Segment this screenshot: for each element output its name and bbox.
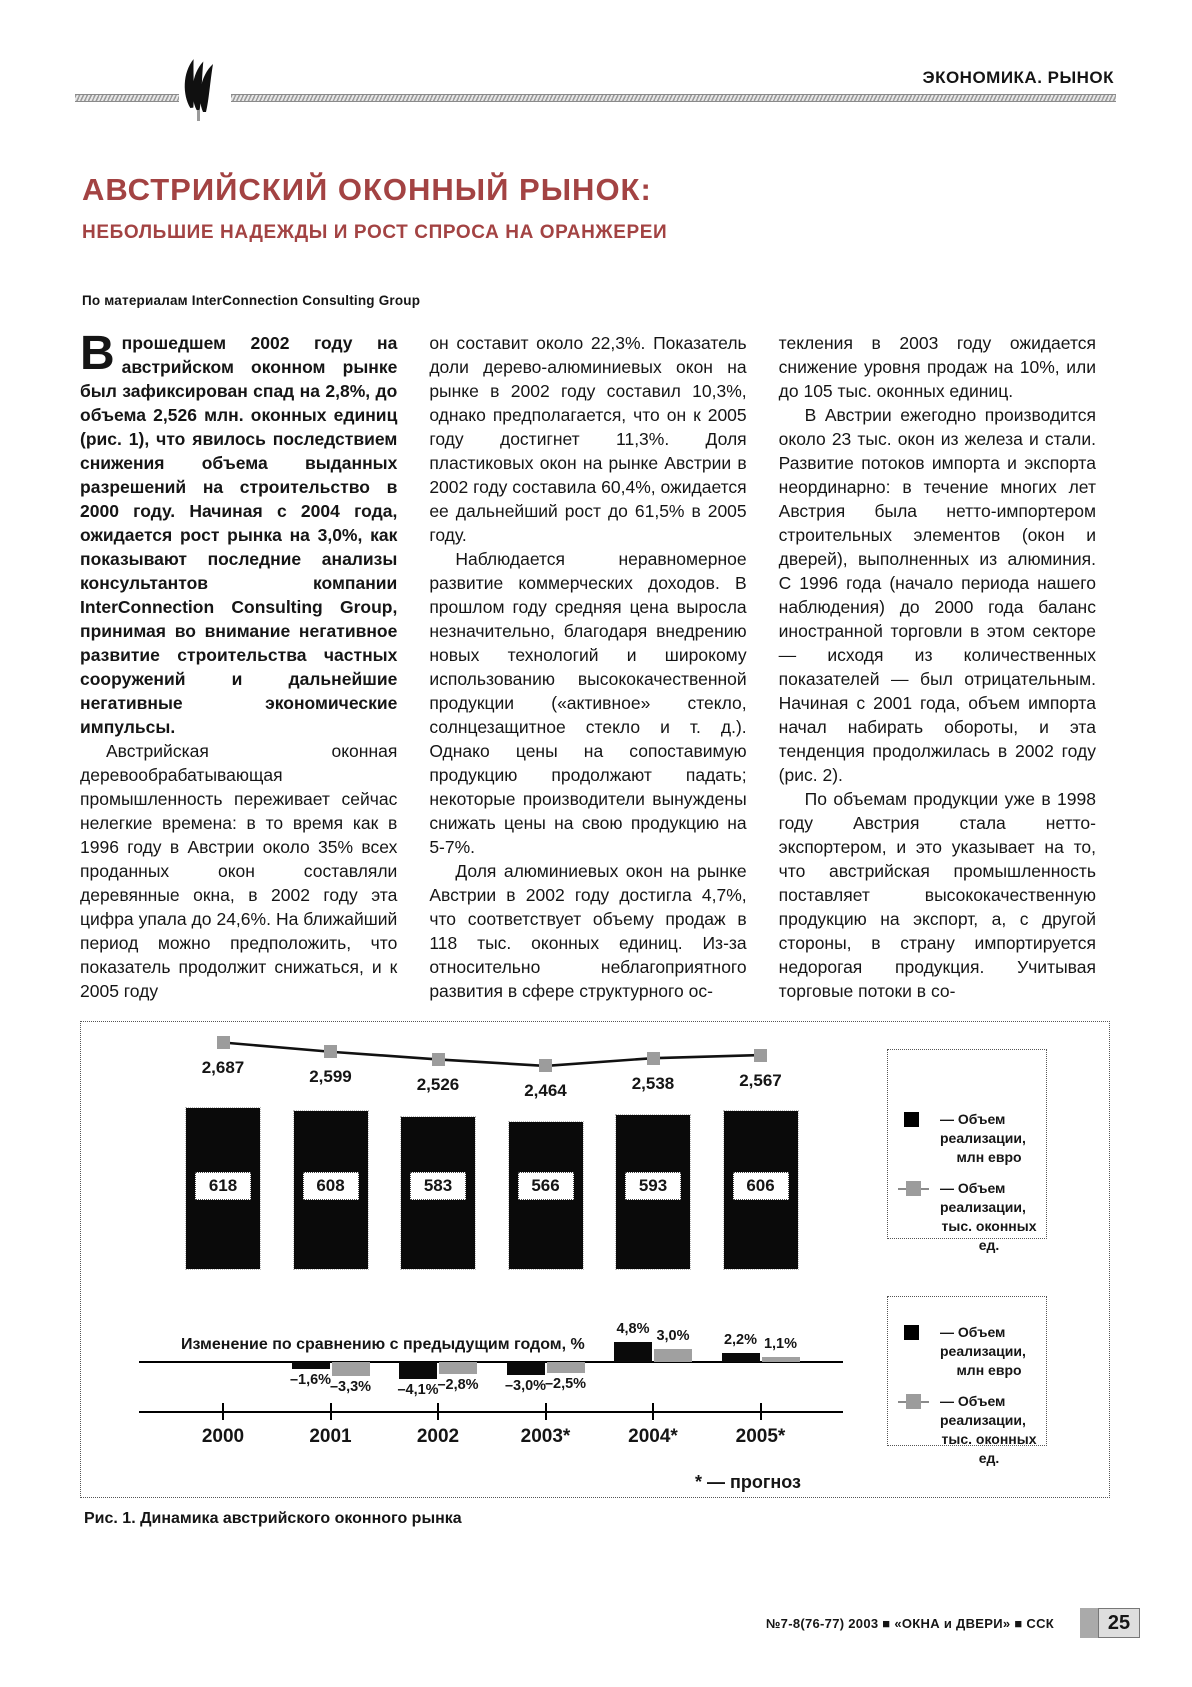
x-axis-label: 2001 [309,1426,352,1447]
bar-value-label: 566 [518,1172,574,1200]
line-value-label: 2,567 [739,1070,782,1090]
section-label: ЭКОНОМИКА. РЫНОК [922,68,1114,87]
legend-entry-bars [898,1110,1038,1167]
paragraph: он составит около 22,3%. Показатель доли дерево-алюминиевых окон на рынке в 2002 году составил 10,3%, однако предполагается, что он к 2005 году достигнет 11,3%. Доля пластиковых окон на рынке Австрии в 2002 году составила 60,4%, ожидается ее дальнейший рост до 61,5% в 2005 году. [429,333,747,545]
change-value-label: –3,3% [329,1378,372,1395]
x-axis-label: 2002 [416,1426,460,1447]
footer-issue: №7-8(76-77) 2003 ■ «ОКНА и ДВЕРИ» ■ ССК [765,1615,1054,1631]
header-rule-left [75,94,179,102]
x-axis-label: 2000 [201,1426,245,1447]
lead-paragraph [80,327,398,739]
change-value-label: –1,6% [289,1371,332,1388]
legend-line1: — Объем реализации, [940,1324,1026,1359]
dropcap: В [80,327,115,380]
column-2 [429,331,746,1003]
change-value-label: 4,8% [616,1320,650,1337]
bar-value-label: 618 [195,1172,251,1200]
legend-box-top [887,1049,1047,1253]
bar-value-label: 606 [733,1172,789,1200]
line-marker [217,1036,230,1049]
legend-line2: тыс. оконных ед. [941,1431,1037,1466]
black-square-icon [898,1323,934,1342]
legend-entry-bars [898,1323,1038,1380]
column-1 [80,327,398,1003]
chart-footnote: * — прогноз [695,1472,801,1492]
line-marker [647,1052,660,1065]
line-marker [754,1049,767,1062]
legend-line2: млн евро [956,1362,1022,1378]
legend-label [940,1110,1038,1167]
article-body [80,327,1096,1003]
figure-caption: Рис. 1. Динамика австрийского оконного рынка [84,1510,462,1527]
change-bar [654,1349,692,1362]
legend-line2: тыс. оконных ед. [941,1218,1037,1253]
page-number: 25 [1098,1608,1140,1638]
change-bar [722,1353,760,1362]
line-value-label: 2,599 [309,1067,352,1087]
change-bar [507,1362,545,1375]
paragraph: По объемам продукции уже в 1998 году Австрия стала нетто-экспортером, и это указывает на то, что австрийская промышленность поставляет высококачественную продукцию на экспорт, а, с другой стороны, в страну импортируется недорогая продукция. Учитывая торговые потоки в со- [778,789,1096,1001]
page-footer [0,1608,1140,1638]
change-value-label: –2,5% [544,1375,587,1392]
change-bar [292,1362,330,1369]
line-value-label: 2,538 [631,1073,675,1093]
axis-tick [652,1403,654,1420]
legend-line2: млн евро [956,1149,1022,1165]
legend-line1: — Объем реализации, [940,1180,1026,1215]
line-value-label: 2,464 [524,1081,567,1101]
lead-text: прошедшем 2002 году на австрийском оконном рынке был зафиксирован спад на 2,8%, до объема 2,526 млн. оконных единиц (рис. 1), что явилось последствием снижения объема выданных разрешений на строительство в 2000 году. Начиная с 2004 года, ожидается рост рынка на 3,0%, как показывают последние анализы консультантов компании InterConnection Consulting Group, принимая во внимание негативное развитие строительства частных сооружений и дальнейшие негативные экономические импульсы. [80,333,398,737]
change-bar [547,1362,585,1373]
black-square-icon [898,1110,934,1129]
legend-line1: — Объем реализации, [940,1111,1026,1146]
change-chart-title: Изменение по сравнению с предыдущим годом, % [181,1336,585,1353]
article-subtitle: НЕБОЛЬШИЕ НАДЕЖДЫ И РОСТ СПРОСА НА ОРАНЖЕРЕИ [82,222,668,243]
change-bar [332,1362,370,1376]
paragraph: Доля алюминиевых окон на рынке Австрии в 2002 году достигла 4,7%, что соответствует объему продаж в 118 тыс. оконных единиц. Из-за относительно неблагоприятного развития в сфере структурного ос- [429,861,747,1001]
page-number-shadow [1080,1608,1098,1638]
article-title: АВСТРИЙСКИЙ ОКОННЫЙ РЫНОК: [82,172,652,207]
change-value-label: 2,2% [723,1331,758,1348]
line-marker [324,1045,337,1058]
publisher-logo [175,58,221,127]
line-marker [539,1059,552,1072]
x-axis-label: 2004* [628,1426,678,1447]
bar-value-label: 593 [625,1172,681,1200]
bar-value-label: 583 [410,1172,466,1200]
gray-line-marker-icon [898,1392,934,1411]
change-bar [762,1357,800,1362]
line-value-label: 2,526 [416,1074,460,1094]
change-bar [439,1362,477,1374]
leaves-logo-icon [175,58,221,122]
legend-box-bottom [887,1296,1047,1466]
column-3 [779,331,1096,1003]
change-value-label: –2,8% [437,1376,479,1393]
page-number-box [1080,1608,1140,1638]
legend-line1: — Объем реализации, [940,1393,1026,1428]
gray-line-marker-icon [898,1179,934,1198]
figure-chart [80,1021,1110,1498]
paragraph: Наблюдается неравномерное развитие коммерческих доходов. В прошлом году средняя цена выросла незначительно, благодаря внедрению новых технологий и широкому использованию высококачественной продукции («активное» стекло, солнцезащитное стекло и т. д.). Однако цены на сопоставимую продукцию продолжают падать; некоторые производители вынуждены снижать цены на свою продукцию на 5-7%. [429,549,747,857]
axis-tick [437,1403,439,1420]
x-axis-line [139,1411,843,1413]
change-value-label: 1,1% [763,1336,798,1353]
axis-tick [545,1403,547,1420]
paragraph: В Австрии ежегодно производится около 23 тыс. окон из железа и стали. Развитие потоков импорта и экспорта неординарно: в течение многих лет Австрия была нетто-импортером строительных элементов (окон и дверей), выполненных из алюминия. С 1996 года (начало периода нашего наблюдения) до 2000 года баланс иностранной торговли в этом секторе — исходя из количественных показателей — был отрицательным. Начиная с 2001 года, объем импорта начал набирать обороты, и эта тенденция продолжилась в 2002 году (рис. 2). [778,405,1096,785]
bar-value-label: 608 [303,1172,359,1200]
legend-entry-line [898,1179,1038,1255]
axis-tick [222,1403,224,1420]
x-axis-label: 2003* [520,1426,571,1447]
legend-label [940,1323,1038,1380]
change-value-label: –4,1% [397,1382,439,1399]
x-axis-label: 2005* [735,1426,786,1447]
legend-label [940,1179,1038,1255]
change-value-label: 3,0% [656,1328,690,1345]
legend-label [940,1392,1038,1468]
line-marker [432,1053,445,1066]
header-rule-right [231,94,1116,102]
change-value-label: –3,0% [504,1377,547,1394]
paragraph: текления в 2003 году ожидается снижение уровня продаж на 10%, или до 105 тыс. оконных единиц. [778,333,1096,401]
paragraph: Австрийская оконная деревообрабатывающая промышленность переживает сейчас нелегкие времена: в то время как в 1996 году в Австрии около 35% всех проданных окон составляли деревянные окна, в 2002 году эта цифра упала до 24,6%. На ближайший период можно предположить, что показатель продолжит снижаться, и к 2005 году [80,741,398,1001]
line-value-label: 2,687 [201,1058,245,1077]
legend-entry-line [898,1392,1038,1468]
page-header [75,68,1116,102]
article-byline: По материалам InterConnection Consulting Group [82,293,421,308]
axis-tick [330,1403,332,1420]
axis-tick [760,1403,762,1420]
